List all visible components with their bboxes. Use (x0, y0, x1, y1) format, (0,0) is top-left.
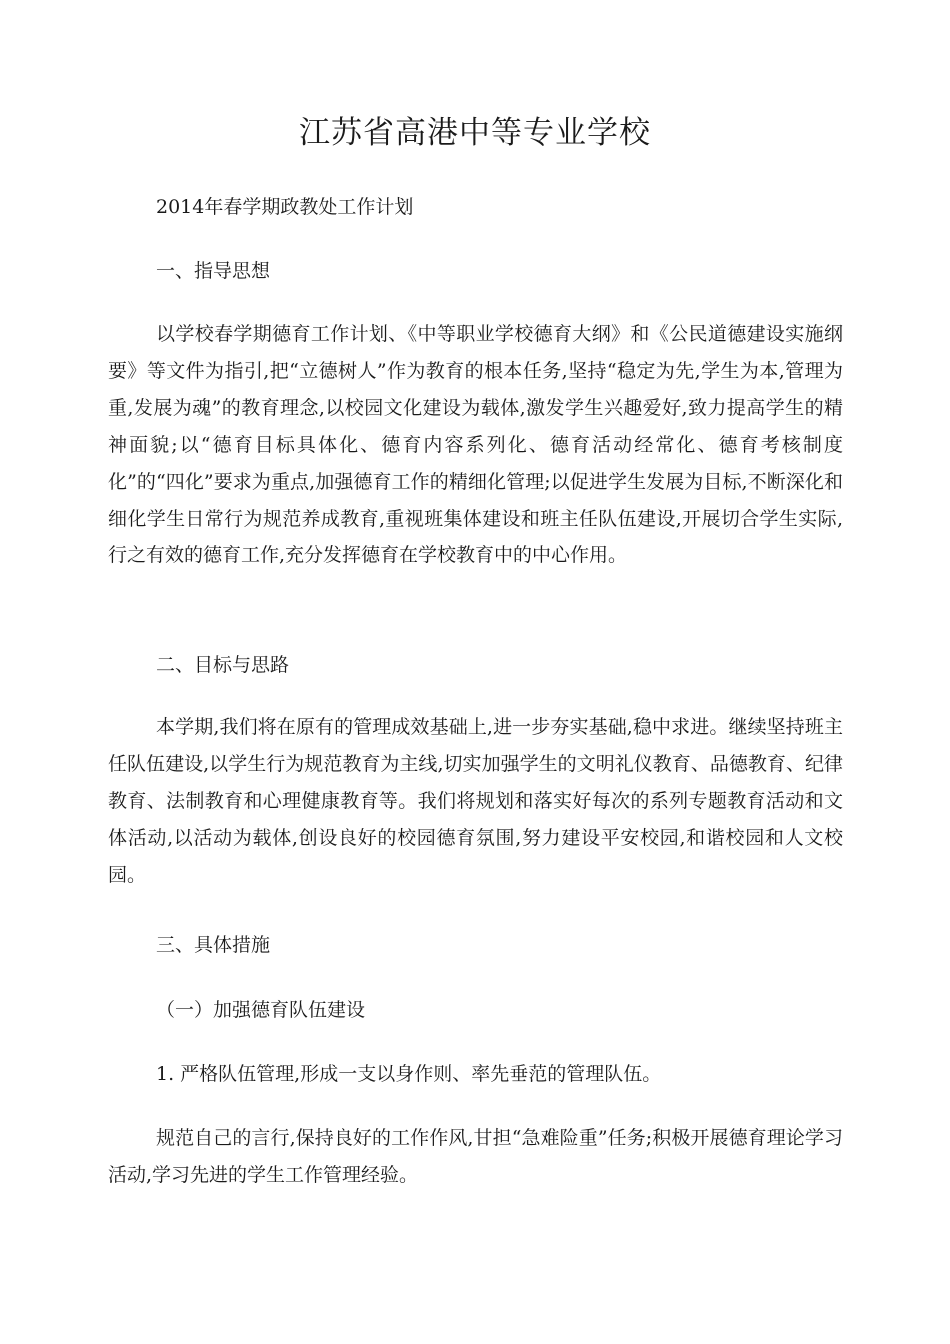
item-heading-team-management: 1. 严格队伍管理,形成一支以身作则、率先垂范的管理队伍。 (156, 1063, 662, 1085)
document-title: 江苏省高港中等专业学校 (299, 115, 651, 151)
paragraph-goals: 本学期,我们将在原有的管理成效基础上,进一步夯实基础,稳中求进。继续坚持班主任队伍建设,以学生行为规范教育为主线,切实加强学生的文明礼仪教育、品德教育、纪律教育、法制教育和心理健康教育等。我们将规划和落实好每次的系列专题教育活动和文体活动,以活动为载体,创设良好的校园德育氛围,努力建设平安校园,和谐校园和人文校园。 (108, 716, 843, 886)
subsection-heading-team-building: （一）加强德育队伍建设 (156, 999, 366, 1021)
section-heading-measures: 三、具体措施 (156, 934, 271, 956)
paragraph-guiding-ideology: 以学校春学期德育工作计划、《中等职业学校德育大纲》和《公民道德建设实施纲要》等文件为指引,把“立德树人”作为教育的根本任务,坚持“稳定为先,学生为本,管理为重,发展为魂”的教育理念,以校园文化建设为载体,激发学生兴趣爱好,致力提高学生的精神面貌;以“德育目标具体化、德育内容系列化、德育活动经常化、德育考核制度化”的“四化”要求为重点,加强德育工作的精细化管理;以促进学生发展为目标,不断深化和细化学生日常行为规范养成教育,重视班集体建设和班主任队伍建设,开展切合学生实际,行之有效的德育工作,充分发挥德育在学校教育中的中心作用。 (108, 323, 843, 567)
section-heading-goals: 二、目标与思路 (156, 654, 290, 676)
plan-subtitle: 2014年春学期政教处工作计划 (156, 196, 414, 218)
section-heading-guiding-ideology: 一、指导思想 (156, 260, 271, 282)
paragraph-team-management: 规范自己的言行,保持良好的工作作风,甘担“急难险重”任务;积极开展德育理论学习活动,学习先进的学生工作管理经验。 (108, 1127, 843, 1186)
